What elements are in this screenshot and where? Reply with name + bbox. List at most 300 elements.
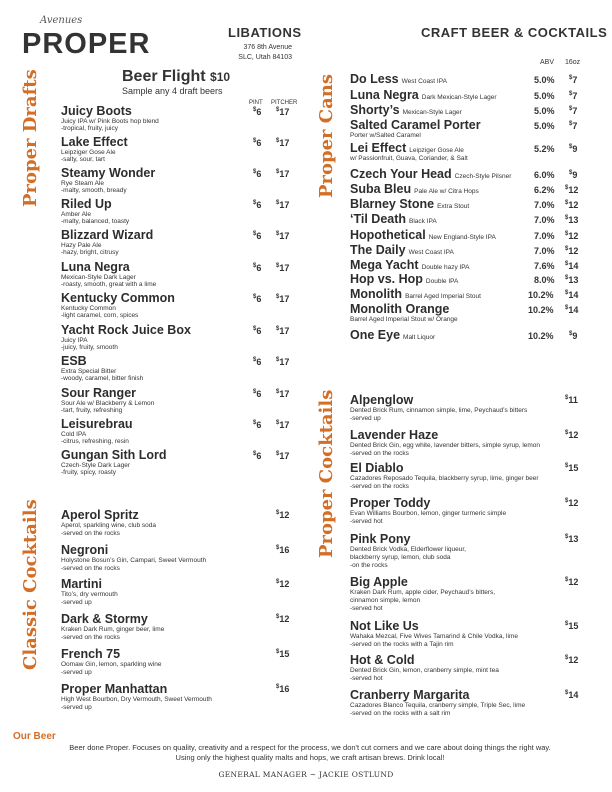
price-value: 17 (279, 107, 290, 117)
brand-logo: PROPER (22, 28, 151, 60)
can-price (565, 231, 578, 241)
draft-pint-price (253, 451, 261, 461)
draft-style: Kentucky Common (61, 305, 116, 312)
classic-cocktail-serving: -served on the rocks (61, 634, 120, 641)
dollar-sign: $ (276, 294, 280, 300)
dollar-sign: $ (276, 420, 280, 426)
proper-cocktail-price (565, 430, 578, 440)
can-name (350, 272, 458, 286)
price-value: 12 (568, 200, 579, 210)
dollar-sign: $ (253, 326, 257, 332)
price-value: 9 (572, 170, 578, 180)
draft-notes: -malty, smooth, bready (61, 187, 127, 194)
price-value: 12 (568, 231, 579, 241)
price-value: 7 (572, 75, 578, 85)
size-header: 16oz (565, 59, 581, 66)
dollar-sign: $ (253, 451, 257, 457)
draft-notes: -woody, caramel, bitter finish (61, 375, 144, 382)
dollar-sign: $ (253, 231, 257, 237)
price-value: 12 (568, 577, 579, 587)
can-price (569, 75, 577, 85)
can-abv: 10.2% (528, 290, 554, 300)
dollar-sign: $ (276, 231, 280, 237)
price-value: 17 (279, 326, 290, 336)
can-abv: 6.0% (534, 170, 555, 180)
proper-cocktail-name: Big Apple (350, 575, 408, 589)
proper-cocktail-price (565, 534, 578, 544)
dollar-sign: $ (276, 107, 280, 113)
dollar-sign: $ (569, 331, 573, 337)
dollar-sign: $ (253, 294, 257, 300)
can-style-detail: Barrel Aged Imperial Stout w/ Orange (350, 316, 458, 323)
dollar-sign: $ (276, 614, 280, 620)
can-abv: 5.0% (534, 91, 555, 101)
price-value: 9 (572, 144, 578, 154)
draft-style: Mexican-Style Dark Lager (61, 274, 136, 281)
can-name (350, 302, 449, 316)
price-value: 13 (568, 215, 579, 225)
dollar-sign: $ (565, 200, 569, 206)
proper-cocktail-detail: -served hot (350, 675, 383, 682)
draft-style: Cold IPA (61, 431, 87, 438)
draft-style: Extra Special Bitter (61, 368, 117, 375)
dollar-sign: $ (276, 169, 280, 175)
price-value: 17 (279, 169, 290, 179)
price-value: 6 (256, 200, 262, 210)
can-style: Double IPA (425, 278, 459, 285)
price-value: 17 (279, 231, 290, 241)
price-value: 13 (568, 275, 579, 285)
classic-cocktail-name: Proper Manhattan (61, 682, 168, 696)
classic-cocktail-price (276, 614, 289, 624)
proper-cocktail-price (565, 690, 578, 700)
can-abv: 10.2% (528, 331, 554, 341)
price-value: 6 (256, 169, 262, 179)
dollar-sign: $ (565, 261, 569, 267)
proper-cocktail-price (565, 655, 578, 665)
draft-pint-price (253, 169, 261, 179)
price-value: 17 (279, 263, 290, 273)
section-proper-cocktails: Proper Cocktails (316, 389, 337, 558)
classic-cocktail-serving: -served on the rocks (61, 530, 120, 537)
proper-cocktail-ingredients: Wahaka Mezcal, Five Wives Tamarind & Chile Vodka, lime (350, 633, 518, 640)
classic-cocktail-name: French 75 (61, 647, 121, 661)
proper-cocktail-name: Hot & Cold (350, 653, 415, 667)
can-price (569, 144, 577, 154)
price-value: 12 (568, 246, 579, 256)
price-value: 12 (279, 614, 290, 624)
price-value: 7 (572, 106, 578, 116)
proper-cocktail-ingredients: Dented Brick Gin, egg white, lavender bitters, simple syrup, lemon (350, 442, 541, 449)
dollar-sign: $ (276, 326, 280, 332)
draft-notes: -tropical, fruity, juicy (61, 125, 118, 132)
draft-pitcher-price (276, 357, 289, 367)
address-line-1: 376 8th Avenue (243, 44, 292, 51)
price-value: 12 (568, 185, 579, 195)
dollar-sign: $ (565, 577, 569, 583)
proper-cocktail-name: Lavender Haze (350, 428, 439, 442)
draft-pitcher-price (276, 138, 289, 148)
draft-pitcher-price (276, 169, 289, 179)
draft-notes: -malty, balanced, toasty (61, 218, 130, 225)
can-abv: 5.2% (534, 144, 555, 154)
dollar-sign: $ (569, 106, 573, 112)
section-classic-cocktails: Classic Cocktails (20, 499, 41, 670)
classic-cocktail-ingredients: Oomaw Gin, lemon, sparkling wine (61, 661, 162, 668)
draft-name: Sour Ranger (61, 386, 137, 400)
can-name-text: Salted Caramel Porter (350, 118, 481, 132)
proper-cocktail-ingredients: Evan Williams Bourbon, lemon, ginger turmeric simple (350, 510, 507, 517)
pint-header: PINT (249, 100, 263, 106)
can-name-text: Hopothetical (350, 228, 426, 242)
can-name (350, 258, 470, 272)
dollar-sign: $ (565, 185, 569, 191)
price-value: 12 (279, 579, 290, 589)
price-value: 6 (256, 357, 262, 367)
draft-pitcher-price (276, 107, 289, 117)
beer-flight-price: $10 (210, 70, 231, 84)
abv-header: ABV (540, 59, 555, 66)
draft-notes: -tart, fruity, refreshing (61, 407, 123, 414)
draft-pint-price (253, 389, 261, 399)
price-value: 6 (256, 451, 262, 461)
price-value: 14 (568, 690, 579, 700)
classic-cocktail-ingredients: Tito’s, dry vermouth (61, 591, 118, 598)
can-abv: 7.0% (534, 246, 555, 256)
dollar-sign: $ (565, 463, 569, 469)
can-style: West Coast IPA (408, 249, 454, 256)
price-value: 6 (256, 231, 262, 241)
can-name-text: Czech Your Head (350, 167, 452, 181)
proper-cocktail-ingredients: Kraken Dark Rum, apple cider, Peychaud’s bitters, (350, 589, 496, 596)
proper-cocktail-ingredients: Dented Brick Gin, lemon, cranberry simple, mint tea (350, 667, 499, 674)
can-style: Dark Mexican-Style Lager (421, 94, 497, 101)
proper-cocktail-name: El Diablo (350, 461, 404, 475)
can-style: Extra Stout (437, 203, 470, 210)
dollar-sign: $ (565, 275, 569, 281)
classic-cocktail-name: Aperol Spritz (61, 508, 139, 522)
can-name (350, 72, 447, 86)
can-name-text: One Eye (350, 328, 401, 342)
proper-cocktail-detail: -served hot (350, 518, 383, 525)
address-line-2: SLC, Utah 84103 (238, 54, 292, 61)
price-value: 14 (568, 305, 579, 315)
can-name-text: Shorty’s (350, 103, 400, 117)
can-style: Pale Ale w/ Citra Hops (414, 188, 479, 195)
proper-cocktail-name: Cranberry Margarita (350, 688, 470, 702)
draft-pint-price (253, 263, 261, 273)
price-value: 15 (279, 649, 290, 659)
draft-name: Blizzard Wizard (61, 228, 154, 242)
can-price (565, 261, 578, 271)
draft-pitcher-price (276, 420, 289, 430)
craft-title: CRAFT BEER & COCKTAILS (421, 25, 608, 40)
can-style: Black IPA (409, 218, 437, 225)
dollar-sign: $ (569, 91, 573, 97)
draft-name: Luna Negra (61, 260, 130, 274)
pitcher-header: PITCHER (271, 100, 298, 106)
dollar-sign: $ (565, 534, 569, 540)
libations-title: LIBATIONS (228, 25, 302, 40)
classic-cocktail-serving: -served up (61, 704, 92, 711)
can-name-text: Do Less (350, 72, 399, 86)
beer-flight-subtitle: Sample any 4 draft beers (122, 86, 223, 96)
can-price (565, 215, 578, 225)
our-beer-text: Beer done Proper. Focuses on quality, creativity and a respect for the process, we don't cut corners and we care about doing things the right way. Using only the highest quality malts and hops, we craft artisan brews. Drink local! (69, 743, 551, 762)
draft-pitcher-price (276, 326, 289, 336)
proper-cocktail-detail: -served on the rocks (350, 450, 409, 457)
draft-pitcher-price (276, 294, 289, 304)
dollar-sign: $ (253, 420, 257, 426)
price-value: 15 (568, 621, 579, 631)
price-value: 16 (279, 684, 290, 694)
price-value: 11 (568, 395, 578, 405)
dollar-sign: $ (276, 545, 280, 551)
price-value: 7 (572, 121, 578, 131)
dollar-sign: $ (253, 200, 257, 206)
draft-style: Juicy IPA w/ Pink Boots hop blend (61, 118, 159, 125)
dollar-sign: $ (569, 144, 573, 150)
dollar-sign: $ (565, 621, 569, 627)
can-name-text: Blarney Stone (350, 197, 435, 211)
can-name (350, 103, 462, 117)
can-abv: 10.2% (528, 305, 554, 315)
can-name-text: The Daily (350, 243, 406, 257)
price-value: 13 (568, 534, 579, 544)
price-value: 17 (279, 138, 290, 148)
proper-cocktail-ingredients: Cazadores Reposado Tequila, blackberry syrup, lime, ginger beer (350, 475, 539, 482)
classic-cocktail-serving: -served up (61, 599, 92, 606)
draft-pint-price (253, 107, 261, 117)
can-abv: 5.0% (534, 121, 555, 131)
classic-cocktail-serving: -served up (61, 669, 92, 676)
price-value: 6 (256, 294, 262, 304)
draft-name: Leisurebrau (61, 417, 133, 431)
price-value: 6 (256, 420, 262, 430)
can-style: Mexican-Style Lager (402, 109, 462, 116)
draft-name: Lake Effect (61, 135, 128, 149)
can-price (569, 331, 577, 341)
price-value: 6 (256, 107, 262, 117)
can-abv: 7.0% (534, 215, 555, 225)
draft-pint-price (253, 326, 261, 336)
can-abv: 6.2% (534, 185, 555, 195)
can-name (350, 243, 454, 257)
dollar-sign: $ (253, 169, 257, 175)
general-manager: GENERAL MANAGER ~ JACKIE OSTLUND (218, 770, 394, 779)
draft-pint-price (253, 200, 261, 210)
dollar-sign: $ (565, 395, 569, 401)
can-price (565, 275, 578, 285)
price-value: 17 (279, 451, 290, 461)
can-style-detail: Porter w/Salted Caramel (350, 132, 421, 139)
can-name (350, 197, 469, 211)
can-price (565, 305, 578, 315)
price-value: 9 (572, 331, 578, 341)
dollar-sign: $ (565, 246, 569, 252)
draft-name: Riled Up (61, 197, 112, 211)
dollar-sign: $ (565, 215, 569, 221)
price-value: 12 (568, 655, 579, 665)
proper-cocktail-name: Not Like Us (350, 619, 419, 633)
can-name (350, 328, 435, 342)
price-value: 12 (568, 498, 579, 508)
price-value: 16 (279, 545, 290, 555)
section-proper-cans: Proper Cans (316, 73, 337, 198)
proper-cocktail-price (565, 463, 578, 473)
can-style: Leipziger Gose Ale (409, 147, 464, 154)
can-abv: 5.0% (534, 106, 555, 116)
beer-flight-label: Beer Flight (122, 68, 206, 85)
dollar-sign: $ (253, 263, 257, 269)
draft-pint-price (253, 294, 261, 304)
price-value: 17 (279, 420, 290, 430)
can-abv: 7.6% (534, 261, 555, 271)
price-value: 15 (568, 463, 579, 473)
draft-style: Sour Ale w/ Blackberry & Lemon (61, 400, 155, 407)
dollar-sign: $ (276, 357, 280, 363)
can-name-text: Hop vs. Hop (350, 272, 423, 286)
draft-notes: -roasty, smooth, great with a lime (61, 281, 157, 288)
can-style: Czech-Style Pilsner (454, 173, 512, 180)
classic-cocktail-price (276, 579, 289, 589)
dollar-sign: $ (276, 451, 280, 457)
classic-cocktail-name: Negroni (61, 543, 109, 557)
can-name-text: Mega Yacht (350, 258, 419, 272)
price-value: 14 (568, 290, 579, 300)
price-value: 6 (256, 389, 262, 399)
can-name-text: Luna Negra (350, 88, 419, 102)
can-price (569, 91, 577, 101)
draft-pitcher-price (276, 389, 289, 399)
proper-cocktail-serving: -on the rocks (350, 562, 388, 569)
dollar-sign: $ (253, 357, 257, 363)
draft-name: Gungan Sith Lord (61, 448, 167, 462)
dollar-sign: $ (276, 579, 280, 585)
can-price (565, 185, 578, 195)
can-style: Barrel Aged Imperial Stout (405, 293, 481, 300)
dollar-sign: $ (276, 263, 280, 269)
can-style: New England-Style IPA (428, 234, 496, 241)
proper-cocktail-ingredients: Dented Brick Vodka, Elderflower liqueur, (350, 546, 466, 553)
draft-pitcher-price (276, 231, 289, 241)
can-name-text: ‘Til Death (350, 212, 407, 226)
can-abv: 7.0% (534, 231, 555, 241)
draft-name: Yacht Rock Juice Box (61, 323, 191, 337)
dollar-sign: $ (565, 655, 569, 661)
dollar-sign: $ (565, 498, 569, 504)
proper-cocktail-detail: -served on the rocks (350, 483, 409, 490)
classic-cocktail-name: Dark & Stormy (61, 612, 148, 626)
can-name (350, 287, 481, 301)
proper-cocktail-serving: -served hot (350, 605, 383, 612)
beer-flight-title (122, 68, 230, 86)
draft-style: Leipziger Gose Ale (61, 149, 116, 156)
can-name-text: Lei Effect (350, 141, 407, 155)
classic-cocktail-serving: -served on the rocks (61, 565, 120, 572)
can-price (565, 200, 578, 210)
can-name-text: Suba Bleu (350, 182, 412, 196)
can-name-text: Monolith Orange (350, 302, 450, 316)
proper-cocktail-detail: blackberry syrup, lemon, club soda (350, 554, 451, 561)
draft-style: Hazy Pale Ale (61, 242, 102, 249)
draft-pint-price (253, 138, 261, 148)
classic-cocktail-price (276, 510, 289, 520)
can-style: Double hazy IPA (421, 264, 470, 271)
dollar-sign: $ (253, 107, 257, 113)
price-value: 14 (568, 261, 579, 271)
classic-cocktail-ingredients: Kraken Dark Rum, ginger beer, lime (61, 626, 165, 633)
draft-name: Kentucky Common (61, 291, 175, 305)
draft-pitcher-price (276, 451, 289, 461)
price-value: 6 (256, 326, 262, 336)
draft-pint-price (253, 357, 261, 367)
brand-avenues: Avenues (40, 15, 83, 26)
draft-notes: -salty, sour, tart (61, 156, 105, 163)
draft-notes: -hazy, bright, citrusy (61, 249, 119, 256)
our-beer-heading: Our Beer (13, 731, 56, 742)
can-name-text: Monolith (350, 287, 403, 301)
proper-cocktail-name: Pink Pony (350, 532, 411, 546)
draft-style: Juicy IPA (61, 337, 88, 344)
price-value: 12 (279, 510, 290, 520)
dollar-sign: $ (565, 305, 569, 311)
can-name (350, 141, 464, 155)
dollar-sign: $ (565, 690, 569, 696)
dollar-sign: $ (276, 510, 280, 516)
price-value: 17 (279, 357, 290, 367)
proper-cocktail-price (565, 395, 578, 405)
proper-cocktail-detail: -served on the rocks with a Tajin rim (350, 641, 454, 648)
price-value: 6 (256, 138, 262, 148)
draft-name: ESB (61, 354, 87, 368)
draft-name: Steamy Wonder (61, 166, 156, 180)
proper-cocktail-ingredients: Cazadores Blanco Tequila, cranberry simple, Triple Sec, lime (350, 702, 526, 709)
can-abv: 8.0% (534, 275, 555, 285)
dollar-sign: $ (276, 389, 280, 395)
dollar-sign: $ (565, 430, 569, 436)
draft-pitcher-price (276, 200, 289, 210)
price-value: 12 (568, 430, 579, 440)
draft-notes: -citrus, refreshing, resin (61, 438, 129, 445)
can-style: West Coast IPA (401, 78, 447, 85)
dollar-sign: $ (565, 290, 569, 296)
proper-cocktail-detail: -served up (350, 415, 381, 422)
can-price (569, 121, 577, 131)
can-name (350, 228, 496, 242)
classic-cocktail-price (276, 684, 289, 694)
proper-cocktail-price (565, 621, 578, 631)
draft-style: Rye Steam Ale (61, 180, 104, 187)
dollar-sign: $ (276, 684, 280, 690)
draft-pint-price (253, 231, 261, 241)
draft-name: Juicy Boots (61, 104, 132, 118)
section-proper-drafts: Proper Drafts (20, 69, 41, 207)
price-value: 17 (279, 294, 290, 304)
dollar-sign: $ (253, 138, 257, 144)
proper-cocktail-detail: cinnamon simple, lemon (350, 597, 421, 604)
can-price (565, 290, 578, 300)
classic-cocktail-ingredients: Aperol, sparkling wine, club soda (61, 522, 157, 529)
draft-pint-price (253, 420, 261, 430)
dollar-sign: $ (569, 121, 573, 127)
classic-cocktail-ingredients: High West Bourbon, Dry Vermouth, Sweet Vermouth (61, 696, 212, 703)
price-value: 6 (256, 263, 262, 273)
can-name (350, 212, 437, 226)
can-style: Malt Liquor (403, 334, 436, 341)
can-style-detail: w/ Passionfruit, Guava, Coriander, & Salt (350, 155, 468, 162)
price-value: 7 (572, 91, 578, 101)
